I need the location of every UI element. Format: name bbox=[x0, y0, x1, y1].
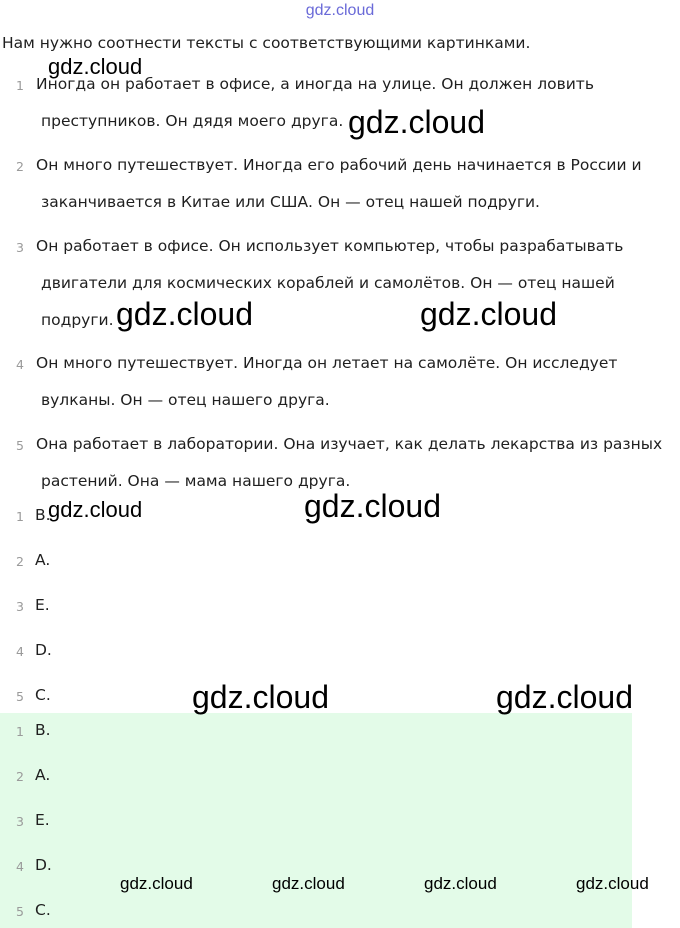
watermark: gdz.cloud bbox=[304, 488, 441, 524]
answer-value: A. bbox=[35, 766, 51, 784]
item-number: 2 bbox=[16, 159, 24, 174]
answer-number: 2 bbox=[16, 554, 24, 569]
item-text: Он работает в офисе. Он использует компьютер, чтобы разрабатывать двигатели для космических кораблей и самолётов. Он — отец нашей подруги. bbox=[36, 237, 624, 329]
answer-value: A. bbox=[35, 551, 51, 569]
watermark: gdz.cloud bbox=[420, 296, 557, 332]
answer-value: C. bbox=[35, 901, 51, 919]
answer-value: B. bbox=[35, 721, 51, 739]
item-text: Он много путешествует. Иногда он летает на самолёте. Он исследует вулканы. Он — отец нашего друга. bbox=[36, 354, 618, 409]
watermark: gdz.cloud bbox=[496, 679, 633, 715]
item-number: 1 bbox=[16, 78, 24, 93]
watermark: gdz.cloud bbox=[348, 104, 485, 140]
answer-number: 1 bbox=[16, 724, 24, 739]
answer-number: 5 bbox=[16, 689, 24, 704]
answer-value: D. bbox=[35, 641, 52, 659]
answer-number: 2 bbox=[16, 769, 24, 784]
item-number: 5 bbox=[16, 438, 24, 453]
watermark: gdz.cloud bbox=[116, 296, 253, 332]
watermark: gdz.cloud bbox=[272, 874, 345, 893]
answer-value: E. bbox=[35, 596, 50, 614]
highlighted-answer-row bbox=[0, 808, 680, 838]
answer-number: 5 bbox=[16, 904, 24, 919]
answer-number: 4 bbox=[16, 859, 24, 874]
answer-value: B. bbox=[35, 506, 51, 524]
item-number: 4 bbox=[16, 357, 24, 372]
answer-number: 3 bbox=[16, 599, 24, 614]
item-text: Иногда он работает в офисе, а иногда на улице. Он должен ловить преступников. Он дядя моего друга. bbox=[36, 75, 594, 130]
item-number: 3 bbox=[16, 240, 24, 255]
answer-row bbox=[0, 638, 680, 668]
item-text: Она работает в лаборатории. Она изучает, как делать лекарства из разных растений. Она — мама нашего друга. bbox=[36, 435, 663, 490]
answer-value: C. bbox=[35, 686, 51, 704]
watermark: gdz.cloud bbox=[576, 874, 649, 893]
highlighted-answer-row bbox=[0, 718, 680, 748]
answer-number: 3 bbox=[16, 814, 24, 829]
watermark: gdz.cloud bbox=[48, 54, 143, 79]
watermark: gdz.cloud bbox=[192, 679, 329, 715]
item-text: Он много путешествует. Иногда его рабочий день начинается в России и заканчивается в Китае или США. Он — отец нашей подруги. bbox=[36, 156, 642, 211]
watermark: gdz.cloud bbox=[424, 874, 497, 893]
answer-number: 1 bbox=[16, 509, 24, 524]
watermark: gdz.cloud bbox=[48, 497, 143, 522]
watermark: gdz.cloud bbox=[120, 874, 193, 893]
answer-number: 4 bbox=[16, 644, 24, 659]
answer-row bbox=[0, 548, 680, 578]
task-intro: Нам нужно соотнести тексты с соответствующими картинками. bbox=[2, 34, 531, 52]
answer-row bbox=[0, 593, 680, 623]
site-link[interactable]: gdz.cloud bbox=[305, 2, 375, 19]
answer-value: D. bbox=[35, 856, 52, 874]
highlighted-answer-row bbox=[0, 898, 680, 928]
answer-value: E. bbox=[35, 811, 50, 829]
highlighted-answer-row bbox=[0, 763, 680, 793]
